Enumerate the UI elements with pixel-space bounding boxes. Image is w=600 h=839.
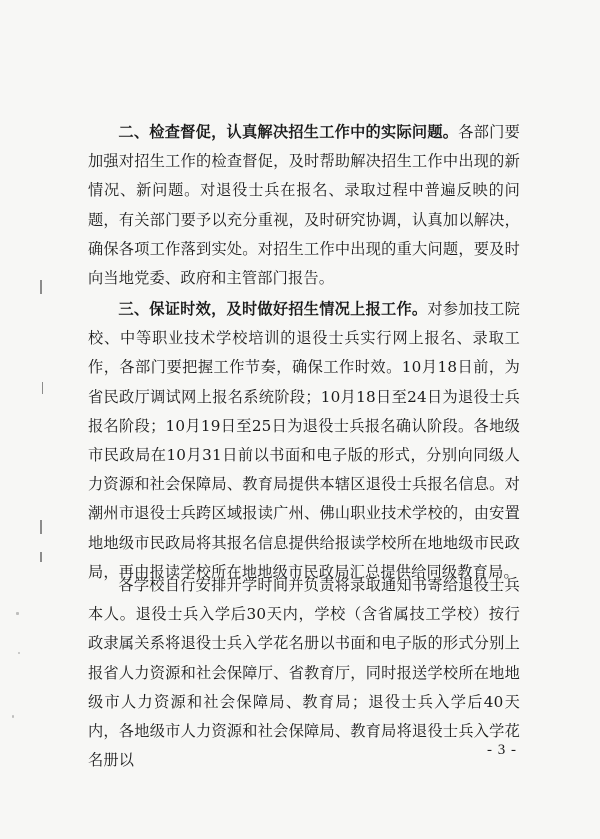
scan-speck: [18, 652, 20, 654]
margin-mark: [42, 382, 43, 394]
paragraph-enrollment: [88, 571, 520, 775]
paragraph-body: 各学校自行安排开学时间并负责将录取通知书寄给退役士兵本人。退役士兵入学后30天内，学校（含省属技工学校）按行政隶属关系将退役士兵入学花名册以书面和电子版的形式分别上报省人力资源和社会保障厅、省教育厅，同时报送学校所在地地级市人力资源和社会保障局、教育局；退役士兵入学后40天内，各地级市人力资源和社会保障局、教育局将退役士兵入学花名册以: [88, 576, 520, 770]
paragraph-heading: 二、检查督促，认真解决招生工作中的实际问题。: [118, 123, 459, 141]
page-number: - 3 -: [487, 742, 517, 758]
margin-mark: [40, 280, 42, 294]
margin-mark: [40, 520, 42, 534]
paragraph-timeliness: [88, 295, 520, 587]
scan-speck: [16, 612, 19, 615]
paragraph-inspection: [88, 118, 520, 293]
paragraph-heading: 三、保证时效，及时做好招生情况上报工作。: [118, 300, 428, 318]
margin-mark: [40, 552, 42, 562]
scan-speck: [12, 715, 14, 718]
paragraph-body: 对参加技工院校、中等职业技术学校培训的退役士兵实行网上报名、录取工作，各部门要把握工作节奏，确保工作时效。10月18日前，为省民政厅调试网上报名系统阶段；10月18日至24日为退役士兵报名阶段；10月19日至25日为退役士兵报名确认阶段。各地级市民政局在10月31日前以书面和电子版的形式，分别向同级人力资源和社会保障局、教育局提供本辖区退役士兵报名信息。对潮州市退役士兵跨区域报读广州、佛山职业技术学校的，由安置地地级市民政局将其报名信息提供给报读学校所在地地级市民政局，再由报读学校所在地地级市民政局汇总提供给同级教育局。: [88, 300, 521, 581]
paragraph-body: 各部门要加强对招生工作的检查督促，及时帮助解决招生工作中出现的新情况、新问题。对退役士兵在报名、录取过程中普遍反映的问题，有关部门要予以充分重视，及时研究协调，认真加以解决，确保各项工作落到实处。对招生工作中出现的重大问题，要及时向当地党委、政府和主管部门报告。: [88, 123, 520, 288]
